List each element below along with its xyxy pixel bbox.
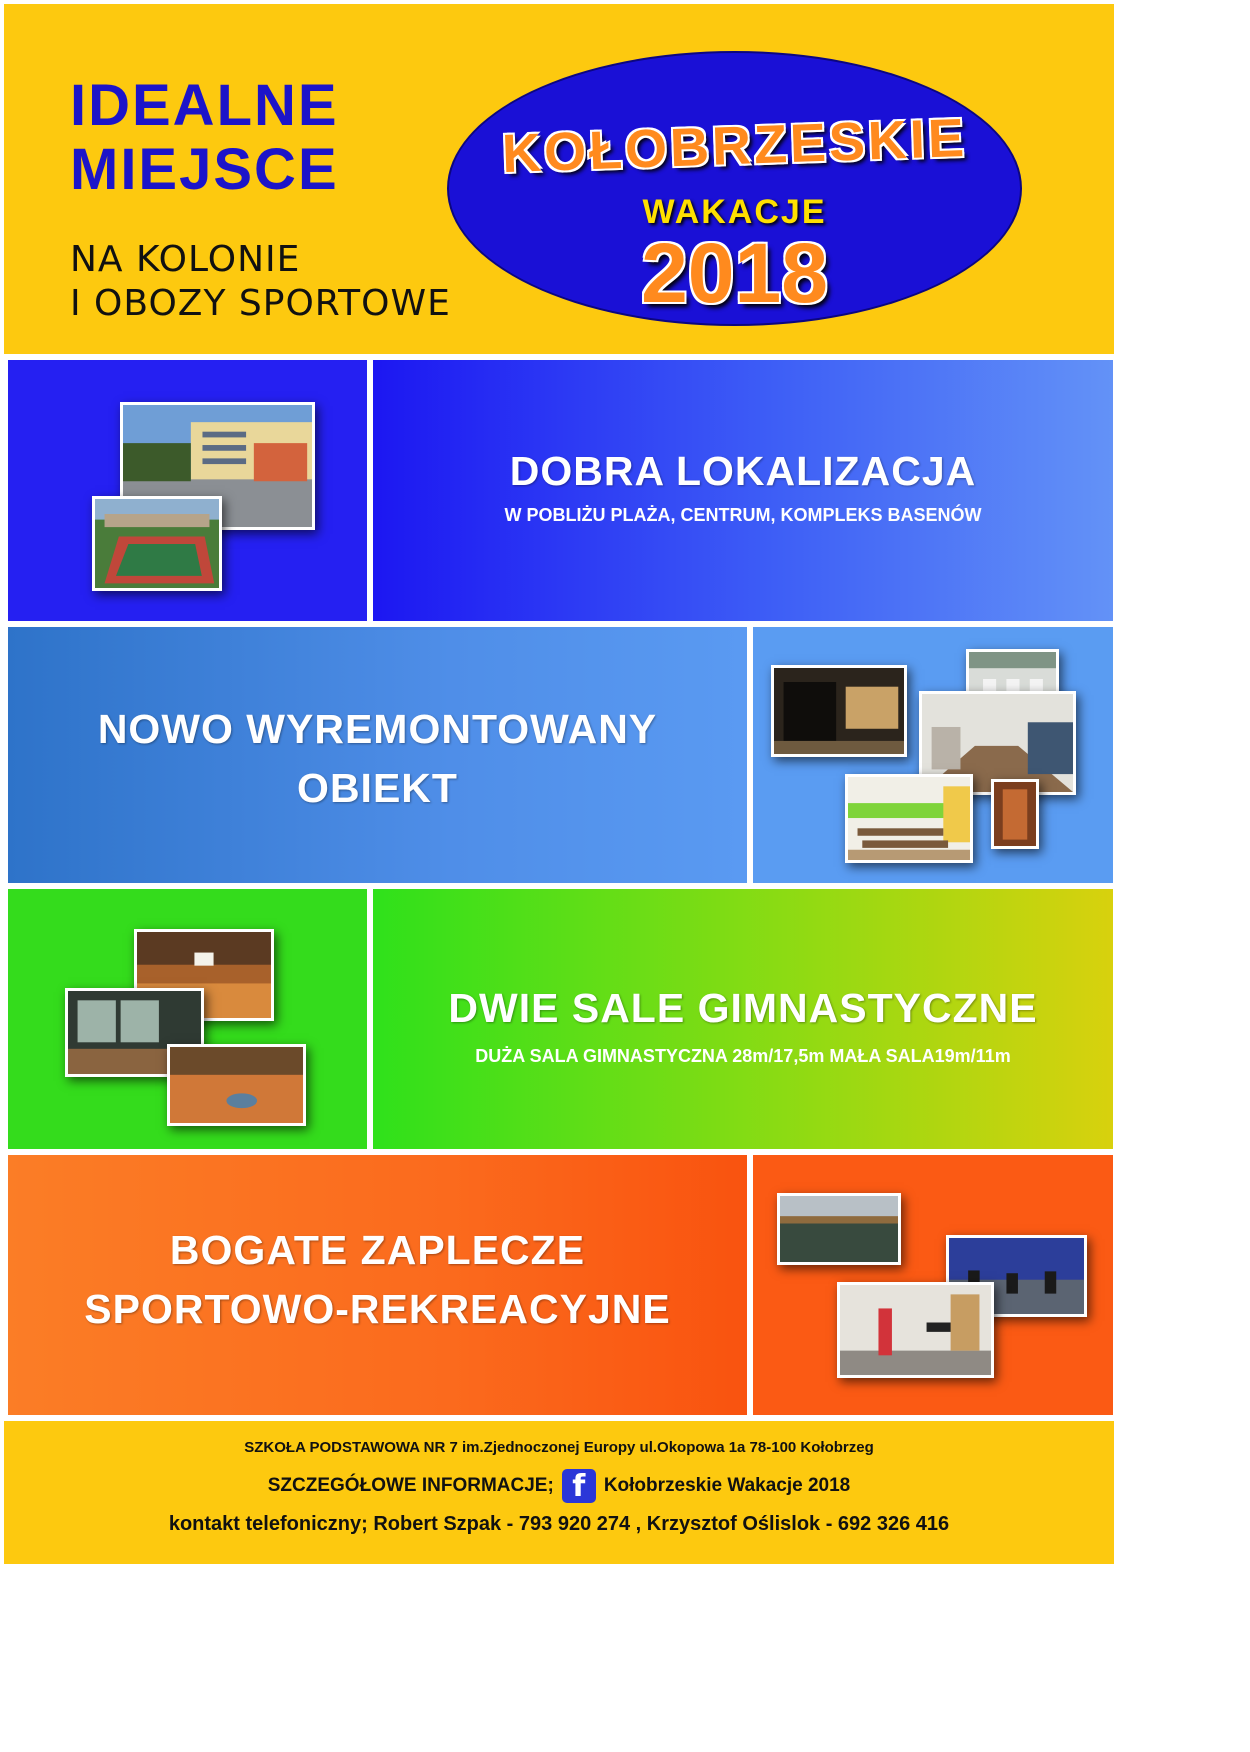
gym-floor-photo — [167, 1044, 306, 1126]
classroom-photo — [845, 774, 973, 863]
location-subtitle: W POBLIŻU PLAŻA, CENTRUM, KOMPLEKS BASENÓW — [504, 505, 982, 525]
location-title: DOBRA LOKALIZACJA — [509, 448, 977, 494]
facilities-title-line-2: SPORTOWO-REKREACYJNE — [84, 1286, 671, 1332]
renovated-title-line-1: NOWO WYREMONTOWANY — [97, 706, 658, 752]
sports-field-photo — [92, 496, 222, 591]
facebook-page-name[interactable]: Kołobrzeskie Wakacje 2018 — [603, 1475, 851, 1496]
info-line — [4, 1469, 1114, 1503]
renovated-photos-panel — [753, 627, 1113, 883]
facebook-icon[interactable]: f — [562, 1469, 596, 1503]
logo-oval — [447, 51, 1022, 326]
facilities-title-line-1: BOGATE ZAPLECZE — [169, 1227, 586, 1273]
contact-line: kontakt telefoniczny; Robert Szpak - 793 920 274 , Krzysztof Oślislok - 692 326 416 — [168, 1513, 950, 1535]
entrance-hall-photo — [771, 665, 907, 757]
info-label: SZCZEGÓŁOWE INFORMACJE; — [267, 1475, 554, 1496]
location-photos-panel — [8, 360, 367, 621]
gym-equipment-photo — [837, 1282, 994, 1378]
logo-year: 2018 — [641, 226, 828, 320]
facilities-text-panel — [8, 1155, 747, 1415]
gyms-subtitle: DUŻA SALA GIMNASTYCZNA 28m/17,5m MAŁA SALA19m/11m — [475, 1046, 1011, 1066]
location-text-panel — [373, 360, 1113, 621]
gyms-text-panel — [373, 889, 1113, 1149]
school-address: SZKOŁA PODSTAWOWA NR 7 im.Zjednoczonej Europy ul.Okopowa 1a 78-100 Kołobrzeg — [244, 1439, 874, 1456]
gyms-title: DWIE SALE GIMNASTYCZNE — [448, 985, 1038, 1031]
gyms-photos-panel — [8, 889, 367, 1149]
renovated-text-panel — [8, 627, 747, 883]
headline-line-1: IDEALNE — [70, 73, 339, 138]
headline-line-2: MIEJSCE — [70, 137, 339, 202]
doorway-photo — [991, 779, 1039, 849]
outdoor-pitch-photo — [777, 1193, 901, 1265]
logo-word: KOŁOBRZESKIE — [501, 107, 968, 185]
renovated-title-line-2: OBIEKT — [297, 765, 458, 811]
footer-banner — [4, 1421, 1114, 1564]
subline-line-1: NA KOLONIE — [70, 239, 301, 280]
logo-subtitle: WAKACJE — [642, 193, 827, 231]
facilities-photos-panel — [753, 1155, 1113, 1415]
subline-line-2: I OBOZY SPORTOWE — [70, 283, 451, 324]
header-banner — [4, 4, 1114, 354]
